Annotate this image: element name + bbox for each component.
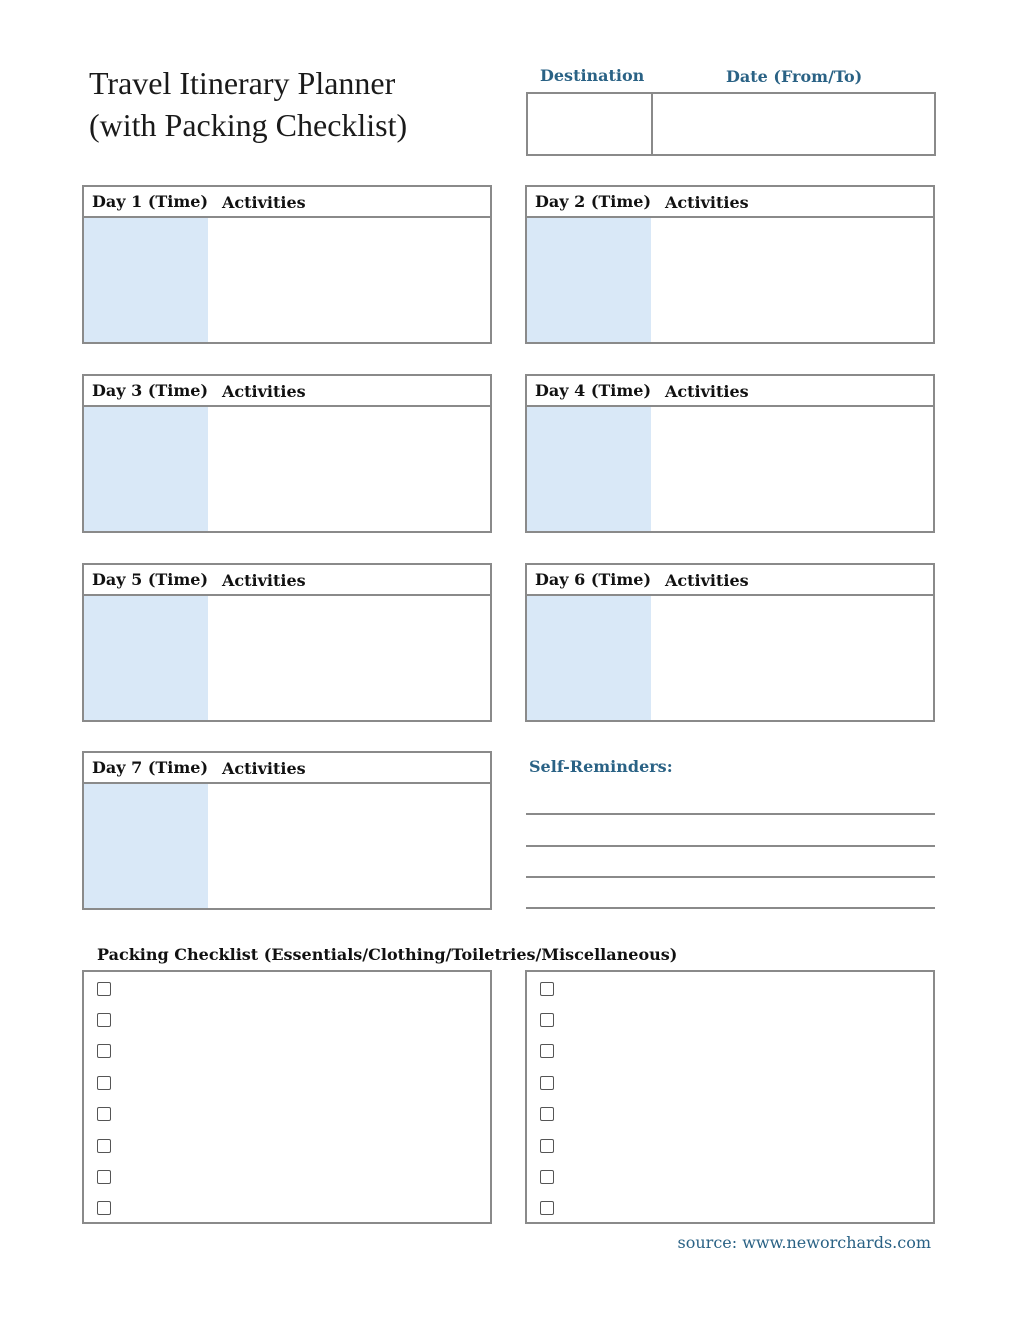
day-1-header-divider <box>84 216 490 218</box>
day-6-time-column[interactable] <box>527 596 651 720</box>
reminder-line[interactable] <box>526 907 935 909</box>
destination-label: Destination <box>540 66 645 85</box>
day-6-box <box>525 563 935 722</box>
checkbox-icon[interactable] <box>97 1076 111 1090</box>
checkbox-icon[interactable] <box>540 1170 554 1184</box>
day-3-header-divider <box>84 405 490 407</box>
checkbox-icon[interactable] <box>540 1107 554 1121</box>
page-title <box>89 62 407 146</box>
checkbox-icon[interactable] <box>97 1013 111 1027</box>
day-3-time-column[interactable] <box>84 407 208 531</box>
date-label: Date (From/To) <box>726 67 863 86</box>
day-4-label: Day 4 (Time) <box>535 381 652 400</box>
day-5-header-divider <box>84 594 490 596</box>
day-1-box <box>82 185 492 344</box>
day-4-time-column[interactable] <box>527 407 651 531</box>
packing-checklist-left <box>82 970 492 1224</box>
day-5-time-column[interactable] <box>84 596 208 720</box>
day-4-box <box>525 374 935 533</box>
checkbox-icon[interactable] <box>97 1107 111 1121</box>
checkbox-icon[interactable] <box>97 1201 111 1215</box>
day-7-time-column[interactable] <box>84 784 208 908</box>
day-5-label: Day 5 (Time) <box>92 570 209 589</box>
checkbox-icon[interactable] <box>540 1013 554 1027</box>
day-2-time-column[interactable] <box>527 218 651 342</box>
day-1-time-column[interactable] <box>84 218 208 342</box>
day-6-header-divider <box>527 594 933 596</box>
day-5-box <box>82 563 492 722</box>
day-3-box <box>82 374 492 533</box>
day-7-header-divider <box>84 782 490 784</box>
day-4-header-divider <box>527 405 933 407</box>
day-5-activities-label: Activities <box>222 571 306 590</box>
destination-field[interactable] <box>528 94 651 154</box>
checkbox-icon[interactable] <box>540 1076 554 1090</box>
day-2-label: Day 2 (Time) <box>535 192 652 211</box>
day-4-activities-label: Activities <box>665 382 749 401</box>
page-title-line-1: Travel Itinerary Planner <box>89 65 396 101</box>
checkbox-icon[interactable] <box>97 1044 111 1058</box>
day-3-label: Day 3 (Time) <box>92 381 209 400</box>
day-1-activities-label: Activities <box>222 193 306 212</box>
day-1-label: Day 1 (Time) <box>92 192 209 211</box>
day-6-label: Day 6 (Time) <box>535 570 652 589</box>
reminder-line[interactable] <box>526 813 935 815</box>
reminder-line[interactable] <box>526 876 935 878</box>
checkbox-icon[interactable] <box>540 1044 554 1058</box>
reminder-line[interactable] <box>526 845 935 847</box>
packing-checklist-right <box>525 970 935 1224</box>
day-2-activities-label: Activities <box>665 193 749 212</box>
day-7-box <box>82 751 492 910</box>
destination-date-box <box>526 92 936 156</box>
day-2-header-divider <box>527 216 933 218</box>
packing-checklist-label: Packing Checklist (Essentials/Clothing/Toiletries/Miscellaneous) <box>97 945 678 964</box>
checkbox-icon[interactable] <box>540 982 554 996</box>
day-6-activities-label: Activities <box>665 571 749 590</box>
day-2-box <box>525 185 935 344</box>
self-reminders-label: Self-Reminders: <box>529 757 673 776</box>
date-field[interactable] <box>653 94 934 154</box>
checkbox-icon[interactable] <box>97 1170 111 1184</box>
checkbox-icon[interactable] <box>540 1139 554 1153</box>
checkbox-icon[interactable] <box>97 982 111 996</box>
page-title-line-2: (with Packing Checklist) <box>89 107 408 143</box>
checkbox-icon[interactable] <box>97 1139 111 1153</box>
day-7-activities-label: Activities <box>222 759 306 778</box>
source-credit: source: www.neworchards.com <box>677 1233 931 1252</box>
day-7-label: Day 7 (Time) <box>92 758 209 777</box>
checkbox-icon[interactable] <box>540 1201 554 1215</box>
day-3-activities-label: Activities <box>222 382 306 401</box>
